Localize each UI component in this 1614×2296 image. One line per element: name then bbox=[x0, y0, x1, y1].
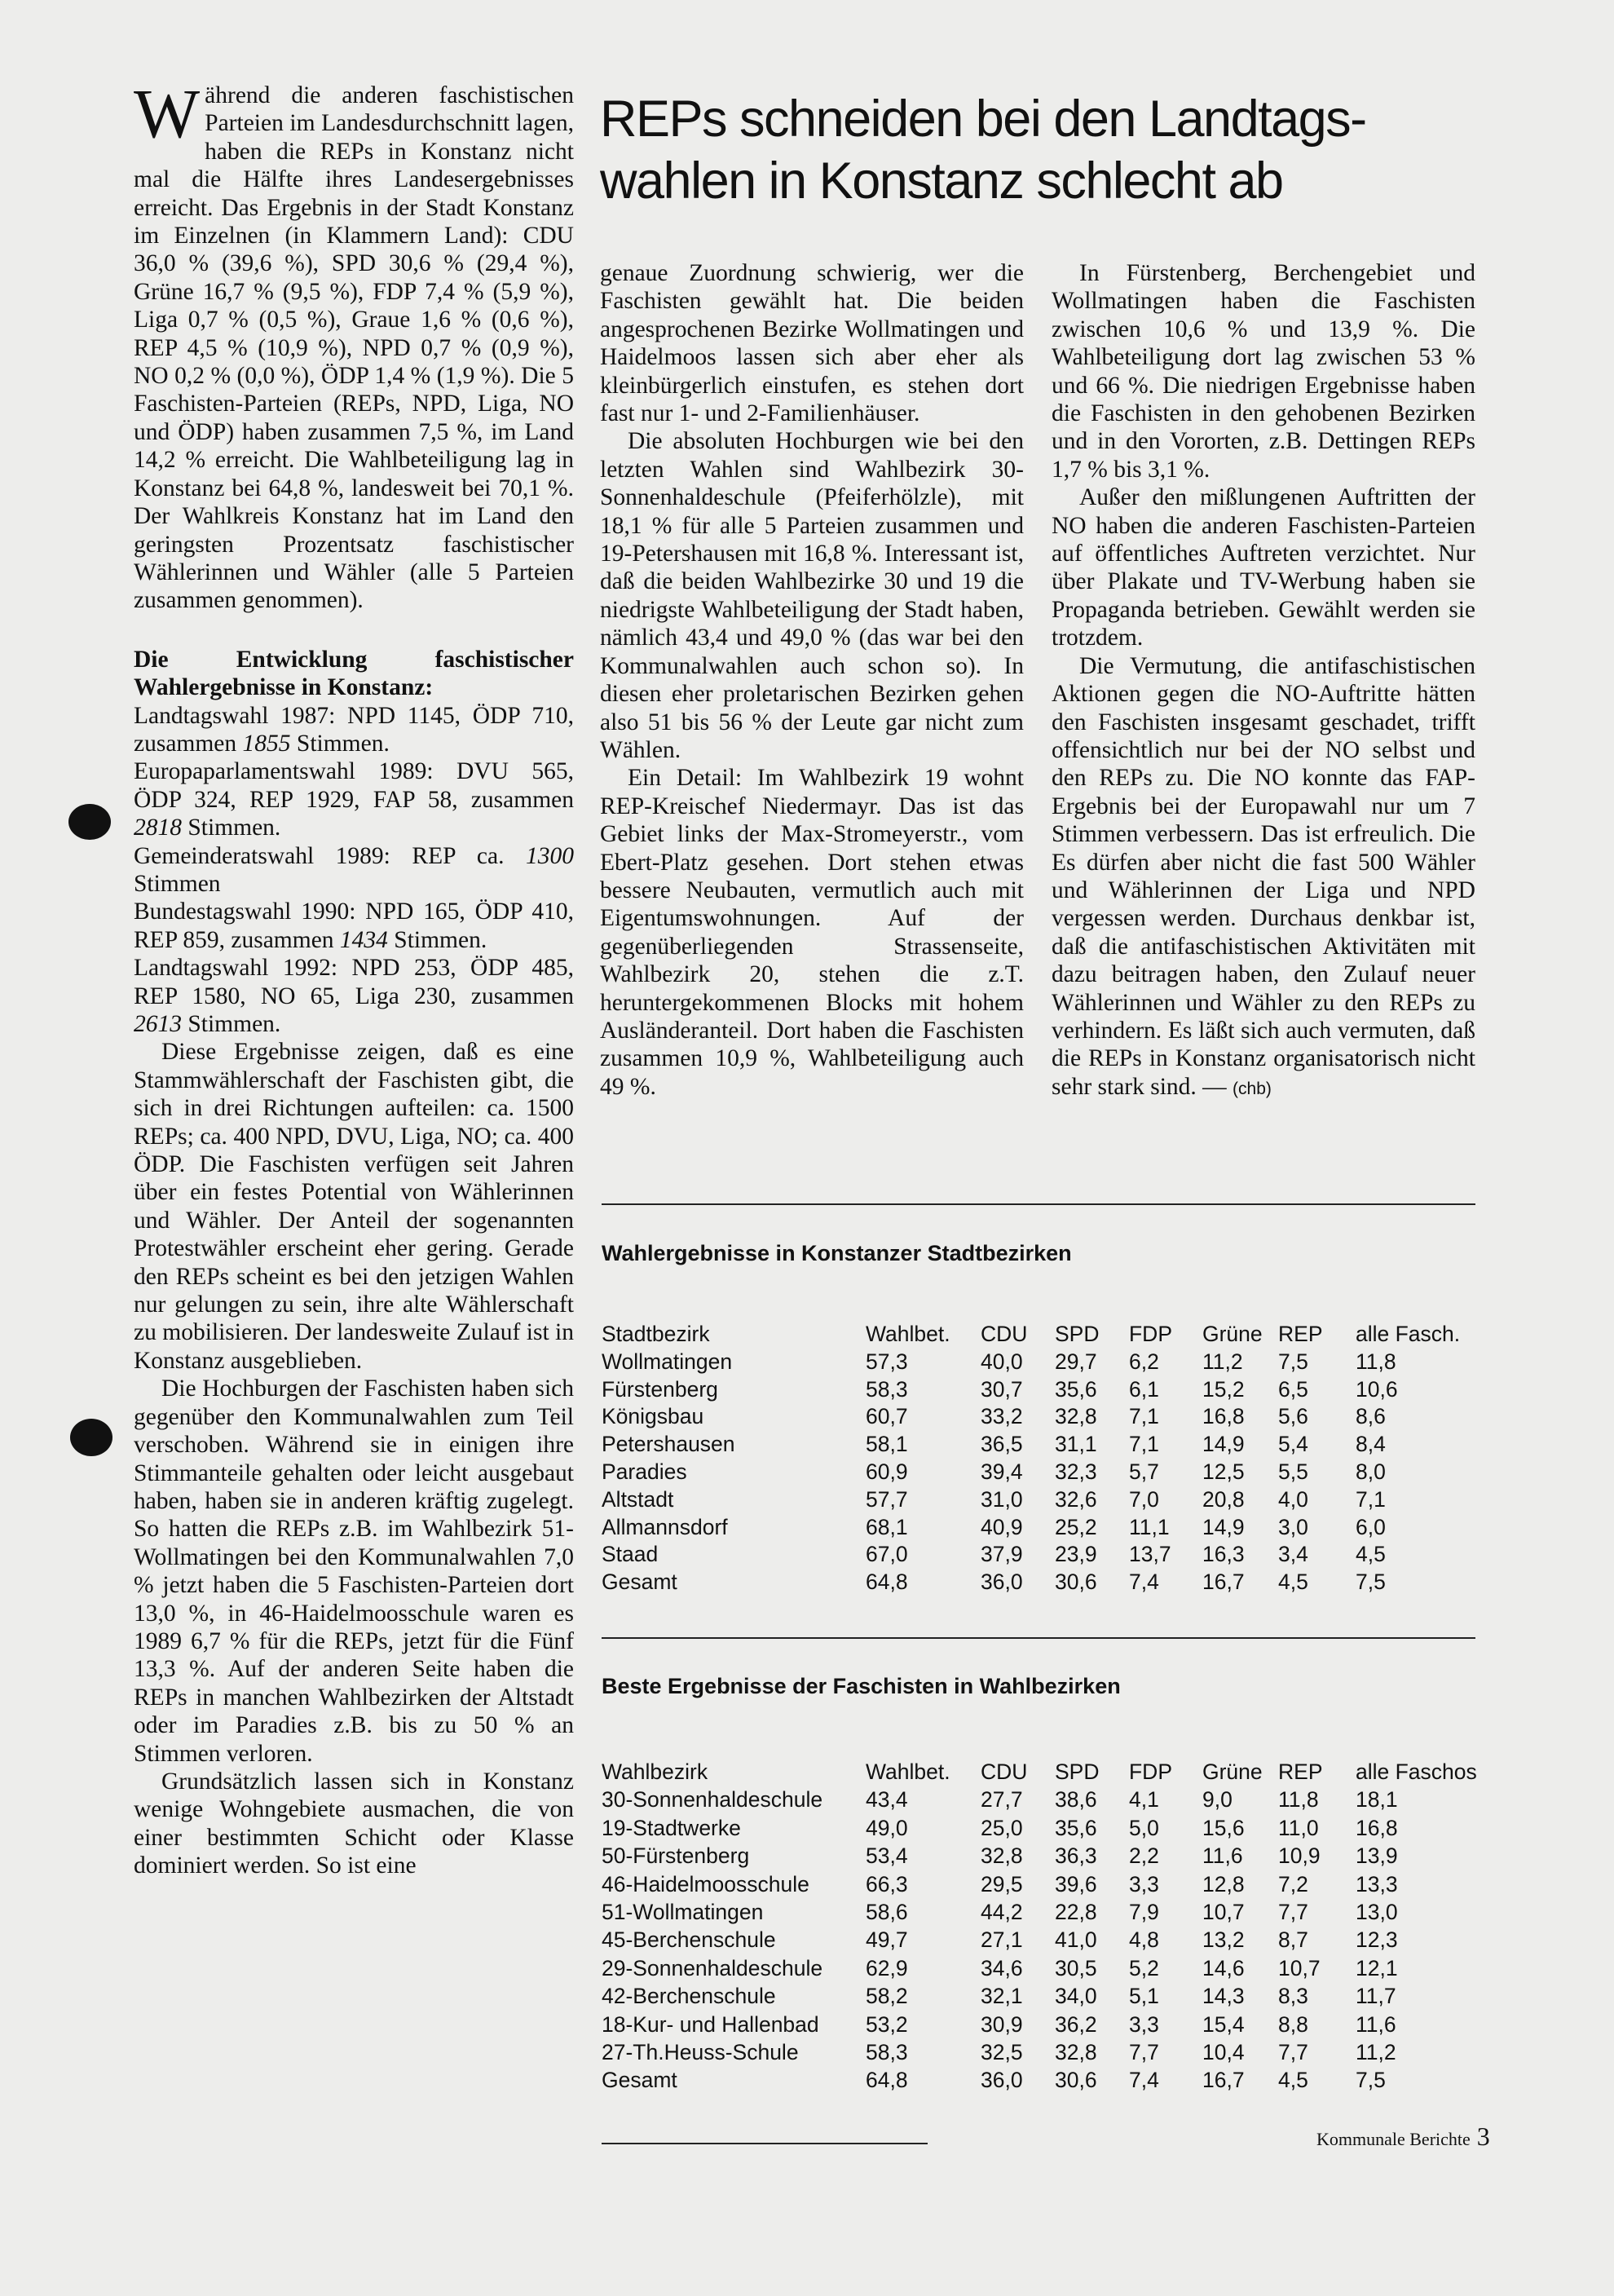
value-cell: 60,7 bbox=[866, 1404, 908, 1429]
election-item-1: Landtagswahl 1987: NPD 1145, ÖDP 710, zusammen 1855 Stimmen. bbox=[134, 702, 574, 757]
value-cell: 7,1 bbox=[1356, 1486, 1386, 1512]
value-cell: 15,2 bbox=[1202, 1376, 1245, 1402]
table-row bbox=[602, 1376, 1460, 1404]
value-cell: 57,3 bbox=[866, 1349, 908, 1374]
value-cell: 67,0 bbox=[866, 1542, 908, 1567]
table-header-cell: Stadtbezirk bbox=[602, 1322, 710, 1346]
page-footer bbox=[1316, 2122, 1490, 2152]
table-header-cell: REP bbox=[1278, 1322, 1323, 1346]
value-cell: 32,5 bbox=[981, 2040, 1023, 2065]
table-header-cell: alle Faschos bbox=[1356, 1760, 1477, 1784]
value-cell: 30,6 bbox=[1055, 2068, 1097, 2093]
election-item-4: Bundestagswahl 1990: NPD 165, ÖDP 410, REP 859, zusammen 1434 Stimmen. bbox=[134, 899, 574, 953]
row-label-cell: Petershausen bbox=[602, 1432, 735, 1457]
row-label-cell: 42-Berchenschule bbox=[602, 1984, 776, 2009]
value-cell: 25,2 bbox=[1055, 1514, 1097, 1539]
value-cell: 11,6 bbox=[1202, 1843, 1243, 1869]
value-cell: 14,3 bbox=[1202, 1984, 1245, 2009]
table-row bbox=[602, 1569, 1460, 1596]
value-cell: 25,0 bbox=[981, 1815, 1023, 1840]
value-cell: 11,2 bbox=[1356, 2040, 1396, 2065]
value-cell: 4,5 bbox=[1278, 2068, 1308, 2093]
value-cell: 32,6 bbox=[1055, 1486, 1097, 1512]
table-header-cell: SPD bbox=[1055, 1760, 1100, 1784]
middle-column bbox=[600, 259, 1024, 1101]
table-header-cell: CDU bbox=[981, 1760, 1028, 1784]
body-paragraph: Die Hochburgen der Faschisten haben sich gegenüber den Kommunalwahlen zum Teil verschoben. Während sie in einigen ihre Stimmanteile gehalten oder leicht ausgebaut haben, haben sie in anderen kräftig zugelegt. So hatten die REPs z.B. im Wahlbezirk 51-Wollmatingen bei den Kommunalwahlen 7,0 % jetzt haben die 5 Faschisten-Parteien dort 13,0 %, in 46-Haidelmoosschule waren es 1989 6,7 % für die REPs, jetzt für die Fünf 13,3 %. Auf der anderen Seite haben die REPs in manchen Wahlbezirken der Altstadt oder im Paradies z.B. bis zu 50 % an Stimmen verloren. bbox=[134, 1375, 574, 1767]
row-label-cell: Paradies bbox=[602, 1459, 687, 1484]
value-cell: 4,5 bbox=[1278, 1570, 1308, 1595]
value-cell: 12,1 bbox=[1356, 1955, 1398, 1980]
value-cell: 57,7 bbox=[866, 1486, 908, 1512]
value-cell: 36,3 bbox=[1055, 1843, 1097, 1869]
value-cell: 5,1 bbox=[1129, 1984, 1159, 2009]
publication-name: Kommunale Berichte bbox=[1316, 2129, 1471, 2149]
value-cell: 7,2 bbox=[1278, 1871, 1308, 1896]
value-cell: 13,2 bbox=[1202, 1927, 1245, 1953]
value-cell: 13,7 bbox=[1129, 1542, 1171, 1567]
table-header-cell: alle Fasch. bbox=[1356, 1322, 1461, 1346]
value-cell: 6,1 bbox=[1129, 1376, 1159, 1402]
body-paragraph: Grundsätzlich lassen sich in Konstanz wenige Wohngebiete ausmachen, die von einer bestimmten Schicht oder Klasse dominiert werden. So ist eine bbox=[134, 1768, 574, 1879]
value-cell: 14,9 bbox=[1202, 1514, 1245, 1539]
value-cell: 31,0 bbox=[981, 1486, 1023, 1512]
value-cell: 9,0 bbox=[1202, 1787, 1233, 1813]
body-paragraph: Die Vermutung, die antifaschistischen Aktionen gegen die NO-Auftritte hätten den Faschisten insgesamt geschadet, trifft offensichtlich nur bei der NO selbst und den REPs zu. Die NO konnte das FAP-Ergebnis bei der Europawahl nur um 7 Stimmen verbessern. Das ist erfreulich. Die Es dürfen aber nicht die fast 500 Wähler und Wählerinnen der Liga und NPD vergessen werden. Durchaus denkbar ist, daß die antifaschistischen Aktivitäten mit dazu beitragen haben, den Zulauf neuer Wählerinnen und Wähler zu den REPs zu verhindern. Es läßt sich auch vermuten, daß die REPs in Konstanz organisatorisch nicht sehr stark sind. — (chb) bbox=[1052, 652, 1475, 1100]
table-row bbox=[602, 1982, 1477, 2010]
section-heading: Die Entwicklung faschistischer Wahlergebnisse in Konstanz: bbox=[134, 646, 574, 701]
value-cell: 12,5 bbox=[1202, 1459, 1245, 1484]
value-cell: 10,4 bbox=[1202, 2040, 1245, 2065]
value-cell: 16,8 bbox=[1356, 1815, 1398, 1840]
value-cell: 14,9 bbox=[1202, 1432, 1245, 1457]
table-row bbox=[602, 1459, 1460, 1486]
value-cell: 3,3 bbox=[1129, 2011, 1159, 2037]
value-cell: 18,1 bbox=[1356, 1787, 1398, 1813]
table-row bbox=[602, 1814, 1477, 1842]
drop-cap: W bbox=[134, 74, 201, 152]
punch-hole-mark bbox=[68, 804, 111, 840]
table-row bbox=[602, 2011, 1477, 2038]
headline-line-2: wahlen in Konstanz schlecht ab bbox=[600, 152, 1283, 210]
table-row bbox=[602, 1842, 1477, 1870]
value-cell: 32,1 bbox=[981, 1984, 1023, 2009]
table-row bbox=[602, 1926, 1477, 1954]
value-cell: 7,1 bbox=[1129, 1404, 1159, 1429]
body-paragraph: Außer den mißlungenen Auftritten der NO haben die anderen Faschisten-Parteien auf öffentliches Auftreten verzichtet. Nur über Plakate und TV-Werbung haben sie Propaganda betrieben. Gewählt werden sie trotzdem. bbox=[1052, 484, 1475, 651]
value-cell: 7,0 bbox=[1129, 1486, 1159, 1512]
table-row bbox=[602, 1870, 1477, 1898]
value-cell: 62,9 bbox=[866, 1955, 908, 1980]
value-cell: 23,9 bbox=[1055, 1542, 1097, 1567]
value-cell: 7,4 bbox=[1129, 1570, 1159, 1595]
row-label-cell: Allmannsdorf bbox=[602, 1514, 728, 1539]
value-cell: 66,3 bbox=[866, 1871, 908, 1896]
page-number: 3 bbox=[1476, 2122, 1490, 2151]
value-cell: 2,2 bbox=[1129, 1843, 1159, 1869]
value-cell: 44,2 bbox=[981, 1900, 1023, 1925]
row-label-cell: Staad bbox=[602, 1542, 659, 1567]
value-cell: 22,8 bbox=[1055, 1900, 1097, 1925]
value-cell: 11,1 bbox=[1129, 1514, 1170, 1539]
table-header-cell: Grüne bbox=[1202, 1760, 1263, 1784]
value-cell: 12,3 bbox=[1356, 1927, 1398, 1953]
value-cell: 32,3 bbox=[1055, 1459, 1097, 1484]
value-cell: 14,6 bbox=[1202, 1955, 1245, 1980]
value-cell: 11,8 bbox=[1278, 1787, 1319, 1813]
row-label-cell: 19-Stadtwerke bbox=[602, 1815, 741, 1840]
value-cell: 38,6 bbox=[1055, 1787, 1097, 1813]
row-label-cell: Wollmatingen bbox=[602, 1349, 733, 1374]
value-cell: 10,6 bbox=[1356, 1376, 1398, 1402]
author-signature: (chb) bbox=[1233, 1079, 1272, 1098]
row-label-cell: 18-Kur- und Hallenbad bbox=[602, 2011, 819, 2037]
value-cell: 32,8 bbox=[1055, 2040, 1097, 2065]
row-label-cell: Altstadt bbox=[602, 1486, 674, 1512]
value-cell: 30,9 bbox=[981, 2011, 1023, 2037]
value-cell: 32,8 bbox=[981, 1843, 1023, 1869]
column-end-rule bbox=[602, 2143, 928, 2144]
value-cell: 13,3 bbox=[1356, 1871, 1398, 1896]
value-cell: 6,5 bbox=[1278, 1376, 1308, 1402]
table-row bbox=[602, 1486, 1460, 1514]
table-header-row bbox=[602, 1321, 1460, 1349]
article-headline bbox=[600, 88, 1497, 212]
table-header-cell: Wahlbet. bbox=[866, 1322, 950, 1346]
row-label-cell: 30-Sonnenhaldeschule bbox=[602, 1787, 823, 1813]
value-cell: 8,0 bbox=[1356, 1459, 1386, 1484]
table-header-cell: FDP bbox=[1129, 1760, 1172, 1784]
value-cell: 4,5 bbox=[1356, 1542, 1386, 1567]
value-cell: 49,7 bbox=[866, 1927, 908, 1953]
value-cell: 7,7 bbox=[1129, 2040, 1159, 2065]
election-item-3: Gemeinderatswahl 1989: REP ca. 1300 Stimmen bbox=[134, 842, 574, 897]
value-cell: 10,9 bbox=[1278, 1843, 1321, 1869]
table-header-cell: SPD bbox=[1055, 1322, 1100, 1346]
value-cell: 7,1 bbox=[1129, 1432, 1159, 1457]
lead-paragraph: Während die anderen faschistischen Parteien im Landesdurchschnitt lagen, haben die REPs in Konstanz nicht mal die Hälfte ihres Landesergebnisses erreicht. Das Ergebnis in der Stadt Konstanz im Einzelnen (in Klammern Land): CDU 36,0 % (39,6 %), SPD 30,6 % (29,4 %), Grüne 16,7 % (9,5 %), FDP 7,4 % (5,9 %), Liga 0,7 % (0,5 %), Graue 1,6 % (0,6 %), REP 4,5 % (10,9 %), NPD 0,7 % (0,9 %), NO 0,2 % (0,0 %), ÖDP 1,4 % (1,9 %). Die 5 Faschisten-Parteien (REPs, NPD, Liga, NO und ÖDP) haben zusammen 7,5 %, im Land 14,2 % erreicht. Die Wahlbeteiligung lag in Konstanz bei 64,8 %, landesweit bei 70,1 %. Der Wahlkreis Konstanz hat im Land den geringsten Prozentsatz faschistischer Wählerinnen und Wähler (alle 5 Parteien zusammen genommen). bbox=[134, 74, 574, 614]
table-header-row bbox=[602, 1758, 1477, 1786]
value-cell: 68,1 bbox=[866, 1514, 908, 1539]
table2-title: Beste Ergebnisse der Faschisten in Wahlbezirken bbox=[602, 1674, 1121, 1698]
table-divider bbox=[602, 1203, 1475, 1205]
value-cell: 64,8 bbox=[866, 2068, 908, 2093]
value-cell: 5,4 bbox=[1278, 1432, 1308, 1457]
value-cell: 15,6 bbox=[1202, 1815, 1245, 1840]
body-paragraph: Ein Detail: Im Wahlbezirk 19 wohnt REP-Kreischef Niedermayr. Das ist das Gebiet links der Max-Stromeyerstr., vom Ebert-Platz gesehen. Dort stehen etwas bessere Neubauten, vermutlich auch mit Eigentumswohnungen. Auf der gegenüberliegenden Strassenseite, Wahlbezirk 20, stehen die z.T. heruntergekommenen Blocks mit hohem Ausländeranteil. Dort haben die Faschisten zusammen 10,9 %, Wahlbeteiligung auch 49 %. bbox=[600, 765, 1024, 1100]
value-cell: 6,0 bbox=[1356, 1514, 1386, 1539]
value-cell: 29,5 bbox=[981, 1871, 1023, 1896]
value-cell: 7,7 bbox=[1278, 2040, 1308, 2065]
value-cell: 37,9 bbox=[981, 1542, 1023, 1567]
value-cell: 4,1 bbox=[1129, 1787, 1159, 1813]
value-cell: 36,0 bbox=[981, 1570, 1023, 1595]
row-label-cell: 27-Th.Heuss-Schule bbox=[602, 2040, 799, 2065]
row-label-cell: 29-Sonnenhaldeschule bbox=[602, 1955, 823, 1980]
election-item-5: Landtagswahl 1992: NPD 253, ÖDP 485, REP 1580, NO 65, Liga 230, zusammen 2613 Stimmen. bbox=[134, 955, 574, 1037]
table1-title: Wahlergebnisse in Konstanzer Stadtbezirken bbox=[602, 1241, 1072, 1265]
table-district-results bbox=[602, 1321, 1460, 1596]
table-row bbox=[602, 1898, 1477, 1926]
value-cell: 60,9 bbox=[866, 1459, 908, 1484]
value-cell: 11,2 bbox=[1202, 1349, 1243, 1374]
body-paragraph: In Fürstenberg, Berchengebiet und Wollmatingen haben die Faschisten zwischen 10,6 % und 13,9 %. Die Wahlbeteiligung dort lag zwischen 53 % und 66 %. Die niedrigen Ergebnisse haben die Faschisten in den gehobenen Bezirken und in den Vororten, z.B. Dettingen REPs 1,7 % bis 3,1 %. bbox=[1052, 260, 1475, 483]
value-cell: 64,8 bbox=[866, 1570, 908, 1595]
table-row bbox=[602, 1954, 1477, 1982]
left-column bbox=[134, 74, 574, 1880]
value-cell: 4,0 bbox=[1278, 1486, 1308, 1512]
row-label-cell: Fürstenberg bbox=[602, 1376, 718, 1402]
election-item-2: Europaparlamentswahl 1989: DVU 565, ÖDP 324, REP 1929, FAP 58, zusammen 2818 Stimmen. bbox=[134, 758, 574, 841]
value-cell: 29,7 bbox=[1055, 1349, 1097, 1374]
value-cell: 34,6 bbox=[981, 1955, 1023, 1980]
row-label-cell: 51-Wollmatingen bbox=[602, 1900, 764, 1925]
table-header-cell: Grüne bbox=[1202, 1322, 1263, 1346]
value-cell: 16,3 bbox=[1202, 1542, 1245, 1567]
value-cell: 4,8 bbox=[1129, 1927, 1159, 1953]
value-cell: 7,4 bbox=[1129, 2068, 1159, 2093]
row-label-cell: 50-Fürstenberg bbox=[602, 1843, 750, 1869]
value-cell: 13,0 bbox=[1356, 1900, 1398, 1925]
body-paragraph: genaue Zuordnung schwierig, wer die Faschisten gewählt hat. Die beiden angesprochenen Bezirke Wollmatingen und Haidelmoos lassen sich aber eher als kleinbürgerlich einstufen, es stehen dort fast nur 1- und 2-Familienhäuser. bbox=[600, 260, 1024, 427]
row-label-cell: 46-Haidelmoosschule bbox=[602, 1871, 809, 1896]
value-cell: 33,2 bbox=[981, 1404, 1023, 1429]
value-cell: 30,6 bbox=[1055, 1570, 1097, 1595]
value-cell: 5,2 bbox=[1129, 1955, 1159, 1980]
value-cell: 7,9 bbox=[1129, 1900, 1159, 1925]
value-cell: 7,5 bbox=[1356, 2068, 1386, 2093]
body-paragraph: Die absoluten Hochburgen wie bei den letzten Wahlen sind Wahlbezirk 30-Sonnenhaldeschule (Pfeiferhölzle), mit 18,1 % für alle 5 Parteien zusammen und 19-Petershausen mit 16,8 %. Interessant ist, daß die beiden Wahlbezirke 30 und 19 die niedrigste Wahlbeteiligung der Stadt haben, nämlich 43,4 und 49,0 % (das war bei den Kommunalwahlen auch schon so). In diesen eher proletarischen Bezirken gehen also 51 bis 56 % der Leute gar nicht zum Wählen. bbox=[600, 428, 1024, 763]
value-cell: 8,7 bbox=[1278, 1927, 1308, 1953]
value-cell: 7,7 bbox=[1278, 1900, 1308, 1925]
table-row bbox=[602, 1514, 1460, 1542]
value-cell: 11,8 bbox=[1356, 1349, 1396, 1374]
table-best-results bbox=[602, 1758, 1477, 2095]
value-cell: 53,2 bbox=[866, 2011, 908, 2037]
value-cell: 5,6 bbox=[1278, 1404, 1308, 1429]
value-cell: 58,3 bbox=[866, 2040, 908, 2065]
value-cell: 43,4 bbox=[866, 1787, 908, 1813]
body-paragraph: Diese Ergebnisse zeigen, daß es eine Stammwählerschaft der Faschisten gibt, die sich in drei Richtungen aufteilen: ca. 1500 REPs; ca. 400 NPD, DVU, Liga, NO; ca. 400 ÖDP. Die Faschisten verfügen seit Jahren über ein festes Potential von Wählerinnen und Wähler. Der Anteil der sogenannten Protestwähler erscheint eher gering. Gerade den REPs scheint es bei den jetzigen Wahlen nur gelungen zu sein, ihre alte Wählerschaft zu mobilisieren. Der landesweite Zulauf ist in Konstanz ausgeblieben. bbox=[134, 1039, 574, 1374]
value-cell: 8,4 bbox=[1356, 1432, 1386, 1457]
value-cell: 30,7 bbox=[981, 1376, 1023, 1402]
value-cell: 30,5 bbox=[1055, 1955, 1097, 1980]
value-cell: 6,2 bbox=[1129, 1349, 1159, 1374]
value-cell: 36,2 bbox=[1055, 2011, 1097, 2037]
value-cell: 16,7 bbox=[1202, 1570, 1245, 1595]
value-cell: 58,1 bbox=[866, 1432, 908, 1457]
value-cell: 3,4 bbox=[1278, 1542, 1308, 1567]
value-cell: 8,3 bbox=[1278, 1984, 1308, 2009]
table-row bbox=[602, 1403, 1460, 1431]
table-row bbox=[602, 2066, 1477, 2094]
value-cell: 12,8 bbox=[1202, 1871, 1245, 1896]
value-cell: 41,0 bbox=[1055, 1927, 1097, 1953]
table-row bbox=[602, 1431, 1460, 1459]
value-cell: 5,7 bbox=[1129, 1459, 1159, 1484]
value-cell: 49,0 bbox=[866, 1815, 908, 1840]
table-row bbox=[602, 1349, 1460, 1376]
value-cell: 16,7 bbox=[1202, 2068, 1245, 2093]
value-cell: 16,8 bbox=[1202, 1404, 1245, 1429]
table-header-cell: REP bbox=[1278, 1760, 1323, 1784]
value-cell: 5,0 bbox=[1129, 1815, 1159, 1840]
right-column bbox=[1052, 259, 1475, 1103]
value-cell: 32,8 bbox=[1055, 1404, 1097, 1429]
value-cell: 36,5 bbox=[981, 1432, 1023, 1457]
headline-line-1: REPs schneiden bei den Landtags- bbox=[600, 91, 1366, 148]
table-row bbox=[602, 1786, 1477, 1813]
value-cell: 39,6 bbox=[1055, 1871, 1097, 1896]
value-cell: 11,0 bbox=[1278, 1815, 1319, 1840]
value-cell: 5,5 bbox=[1278, 1459, 1308, 1484]
value-cell: 35,6 bbox=[1055, 1815, 1097, 1840]
punch-hole-mark bbox=[70, 1419, 112, 1456]
row-label-cell: Königsbau bbox=[602, 1404, 704, 1429]
value-cell: 8,8 bbox=[1278, 2011, 1308, 2037]
value-cell: 53,4 bbox=[866, 1843, 908, 1869]
value-cell: 10,7 bbox=[1278, 1955, 1321, 1980]
value-cell: 58,2 bbox=[866, 1984, 908, 2009]
value-cell: 13,9 bbox=[1356, 1843, 1398, 1869]
value-cell: 34,0 bbox=[1055, 1984, 1097, 2009]
table-header-cell: Wahlbet. bbox=[866, 1760, 950, 1784]
table-header-cell: FDP bbox=[1129, 1322, 1172, 1346]
value-cell: 3,0 bbox=[1278, 1514, 1308, 1539]
value-cell: 31,1 bbox=[1055, 1432, 1097, 1457]
value-cell: 15,4 bbox=[1202, 2011, 1245, 2037]
value-cell: 40,9 bbox=[981, 1514, 1023, 1539]
value-cell: 39,4 bbox=[981, 1459, 1023, 1484]
value-cell: 10,7 bbox=[1202, 1900, 1245, 1925]
value-cell: 36,0 bbox=[981, 2068, 1023, 2093]
table-divider bbox=[602, 1637, 1475, 1639]
value-cell: 58,6 bbox=[866, 1900, 908, 1925]
value-cell: 27,7 bbox=[981, 1787, 1023, 1813]
row-label-cell: 45-Berchenschule bbox=[602, 1927, 776, 1953]
value-cell: 27,1 bbox=[981, 1927, 1023, 1953]
value-cell: 40,0 bbox=[981, 1349, 1023, 1374]
table-header-cell: CDU bbox=[981, 1322, 1028, 1346]
table-row bbox=[602, 2038, 1477, 2066]
row-label-cell: Gesamt bbox=[602, 2068, 677, 2093]
value-cell: 35,6 bbox=[1055, 1376, 1097, 1402]
value-cell: 7,5 bbox=[1278, 1349, 1308, 1374]
value-cell: 3,3 bbox=[1129, 1871, 1159, 1896]
table-row bbox=[602, 1541, 1460, 1569]
value-cell: 7,5 bbox=[1356, 1570, 1386, 1595]
table-header-cell: Wahlbezirk bbox=[602, 1760, 708, 1784]
value-cell: 8,6 bbox=[1356, 1404, 1386, 1429]
value-cell: 11,7 bbox=[1356, 1984, 1396, 2009]
value-cell: 20,8 bbox=[1202, 1486, 1245, 1512]
row-label-cell: Gesamt bbox=[602, 1570, 677, 1595]
value-cell: 58,3 bbox=[866, 1376, 908, 1402]
value-cell: 11,6 bbox=[1356, 2011, 1396, 2037]
